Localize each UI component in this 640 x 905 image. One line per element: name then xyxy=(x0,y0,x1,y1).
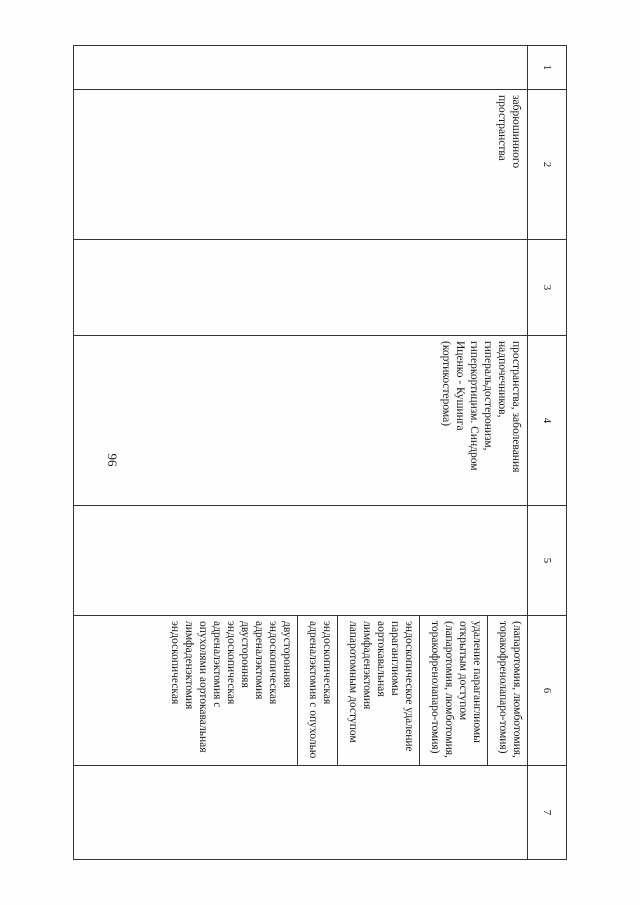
cell-col-7 xyxy=(74,766,528,860)
cell-col-6 xyxy=(74,616,528,766)
method-item: эндоскопическое удаление параганглиомы аортокавальная лимфаденэктомия лапаротомным доступом xyxy=(337,616,419,765)
method-item: эндоскопическая адреналэктомия с опухолью xyxy=(297,616,337,765)
header-col-3: 3 xyxy=(528,240,567,336)
method-item: удаление параганглиомы открытым доступом (лапаротомия, люмботомия, торакофренолапаро-томия) xyxy=(419,616,487,765)
cell-col-1 xyxy=(74,46,528,90)
table-header-row xyxy=(528,46,567,860)
method-item: двусторонняя эндоскопическая адреналэктомия двусторонняя эндоскопическая адреналэктомия с опухолями аортокавальная лимфаденэктомия эндоскопическая xyxy=(169,621,293,753)
header-col-6: 6 xyxy=(528,616,567,766)
header-col-4: 4 xyxy=(528,336,567,506)
table-row xyxy=(74,46,528,860)
header-col-2: 2 xyxy=(528,90,567,240)
rotated-table-container xyxy=(73,45,567,859)
header-col-7: 7 xyxy=(528,766,567,860)
cell-col-3 xyxy=(74,240,528,336)
cell-col-5 xyxy=(74,506,528,616)
cell-col-2: забрюшинного пространства xyxy=(74,90,528,240)
page-number: 96 xyxy=(105,453,120,467)
method-item: (лапаротомия, люмботомия, торакофренолапаро-томия) xyxy=(487,616,527,765)
header-col-5: 5 xyxy=(528,506,567,616)
procedures-table xyxy=(73,45,567,860)
cell-col-4: пространства, заболевания надпочечников, гиперальдостеронизм, гиперкортицизм. Синдром Иценко - Кушинга (кортикостерома) xyxy=(74,336,528,506)
header-col-1: 1 xyxy=(528,46,567,90)
